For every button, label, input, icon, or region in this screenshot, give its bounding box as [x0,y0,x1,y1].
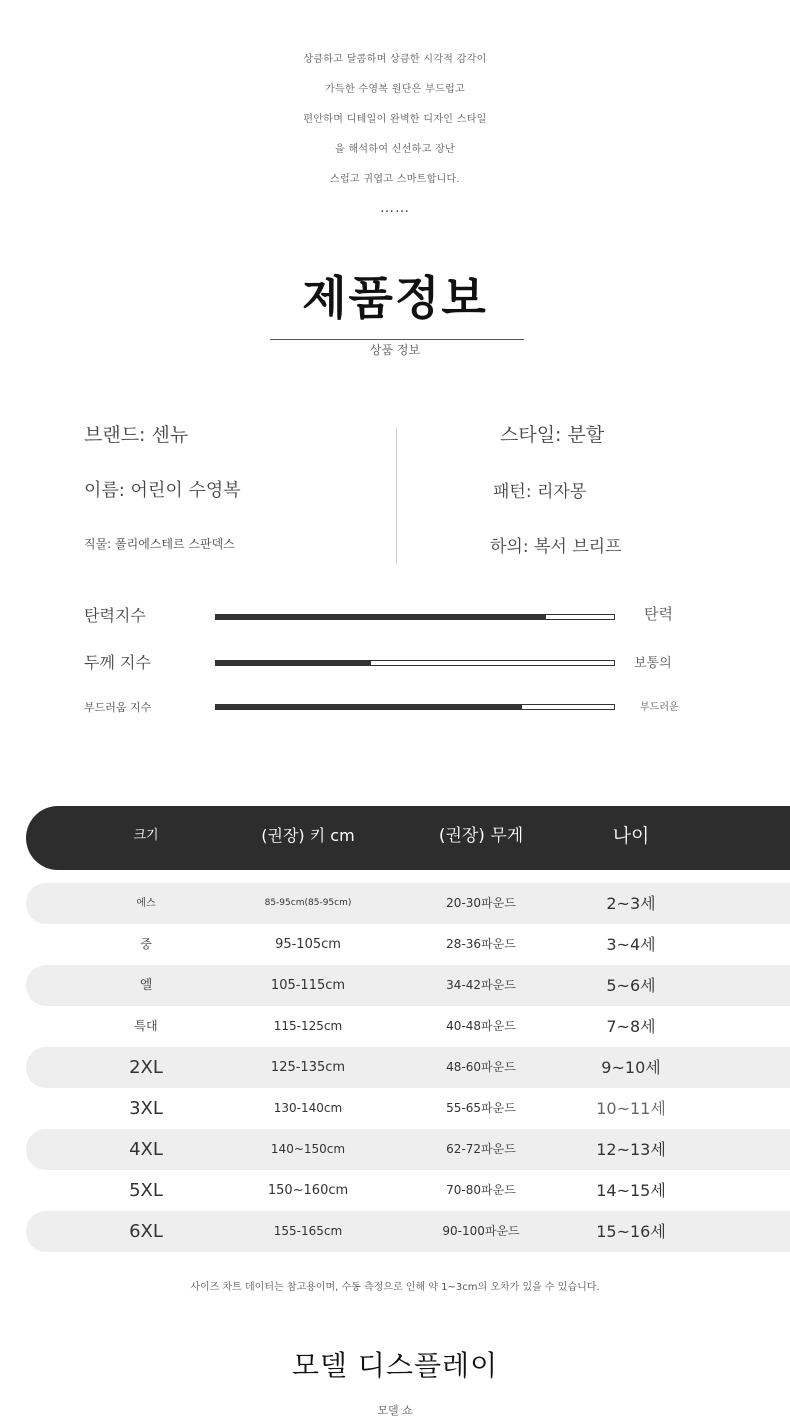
cell-size: 3XL [129,1098,163,1119]
intro-line: 가득한 수영복 원단은 부드럽고 [325,84,465,95]
size-table-header [26,806,790,870]
cell-weight: 70-80파운드 [446,1183,516,1197]
model-subtitle: 모델 쇼 [377,1404,413,1417]
gauge-fill [216,615,546,619]
cell-age: 3~4세 [606,935,656,954]
header-weight: (권장) 무게 [438,826,524,846]
intro-line: 스럽고 귀엽고 스마트합니다. [330,174,460,185]
info-brand: 브랜드: 센뉴 [84,424,189,446]
cell-weight: 90-100파운드 [442,1224,520,1238]
gauge-bar-elasticity [215,614,615,620]
section-subtitle: 상품 정보 [369,343,421,357]
cell-size: 특대 [134,1019,158,1033]
gauge-end-elasticity: 탄력 [644,605,673,623]
header-age: 나이 [612,825,650,847]
info-material: 직물: 폴리에스테르 스판덱스 [84,537,235,551]
table-row [26,1129,790,1170]
gauge-end-thickness: 보통의 [634,656,672,671]
cell-weight: 48-60파운드 [446,1060,516,1074]
cell-size: 엘 [139,978,153,993]
gauge-label-thickness: 두께 지수 [84,653,151,672]
cell-size: 5XL [129,1180,163,1201]
section-title: 제품정보 [302,271,488,325]
table-row [26,924,790,965]
size-chart-note: 사이즈 차트 데이터는 참고용이며, 수동 측정으로 인해 약 1~3cm의 오차가 있을 수 있습니다. [190,1282,600,1293]
cell-weight: 55-65파운드 [446,1101,516,1115]
title-divider [270,339,524,340]
info-divider [396,428,397,564]
info-name: 이름: 어린이 수영복 [84,480,241,501]
size-table-body [26,883,790,1252]
gauge-bar-softness [215,704,615,710]
cell-height: 150~160cm [267,1183,349,1198]
cell-height: 95-105cm [275,937,341,952]
table-row [26,883,790,924]
intro-line: 상큼하고 달콤하며 상큼한 시각적 감각이 [303,54,487,65]
cell-weight: 40-48파운드 [446,1019,516,1033]
cell-size: 중 [140,937,152,951]
gauge-bar-thickness [215,660,615,666]
cell-height: 85-95cm(85-95cm) [264,898,352,908]
cell-height: 125-135cm [270,1060,346,1075]
table-row [26,965,790,1006]
cell-weight: 62-72파운드 [446,1142,516,1156]
intro-line: 을 해석하여 신선하고 장난 [335,144,455,155]
cell-age: 9~10세 [601,1058,661,1077]
cell-age: 2~3세 [606,894,656,913]
cell-age: 15~16세 [596,1222,666,1241]
table-row [26,1047,790,1088]
cell-age: 7~8세 [606,1017,656,1036]
intro-text [0,48,790,216]
cell-age: 14~15세 [596,1181,666,1200]
info-bottom: 하의: 복서 브리프 [490,537,622,557]
gauge-fill [216,661,371,665]
cell-height: 155-165cm [273,1224,343,1238]
gauge-end-softness: 부드러운 [640,702,679,713]
info-pattern: 패턴: 리자몽 [493,482,587,502]
cell-height: 140~150cm [270,1142,346,1156]
cell-age: 12~13세 [596,1140,666,1159]
cell-age: 10~11세 [596,1099,666,1118]
info-style: 스타일: 분할 [500,424,605,446]
header-size: 크기 [133,828,159,843]
intro-ellipsis: …… [380,200,410,216]
intro-line: 편안하며 디테일이 완벽한 디자인 스타일 [303,114,487,125]
cell-height: 115-125cm [273,1019,343,1033]
cell-weight: 20-30파운드 [446,896,516,910]
cell-weight: 28-36파운드 [446,937,516,951]
cell-size: 6XL [129,1221,163,1242]
cell-height: 130-140cm [273,1101,343,1115]
cell-size: 4XL [129,1139,163,1160]
table-row [26,1170,790,1211]
cell-weight: 34-42파운드 [446,978,516,992]
cell-age: 5~6세 [606,976,656,995]
gauge-label-elasticity: 탄력지수 [84,606,146,625]
model-title: 모델 디스플레이 [291,1349,499,1382]
gauge-fill [216,705,522,709]
cell-size: 2XL [129,1057,163,1078]
gauge-label-softness: 부드러움 지수 [84,701,152,714]
table-row [26,1006,790,1047]
cell-height: 105-115cm [270,978,346,993]
table-row [26,1211,790,1252]
cell-size: 에스 [136,898,156,909]
header-height: (권장) 키 cm [261,826,355,845]
table-row [26,1088,790,1129]
